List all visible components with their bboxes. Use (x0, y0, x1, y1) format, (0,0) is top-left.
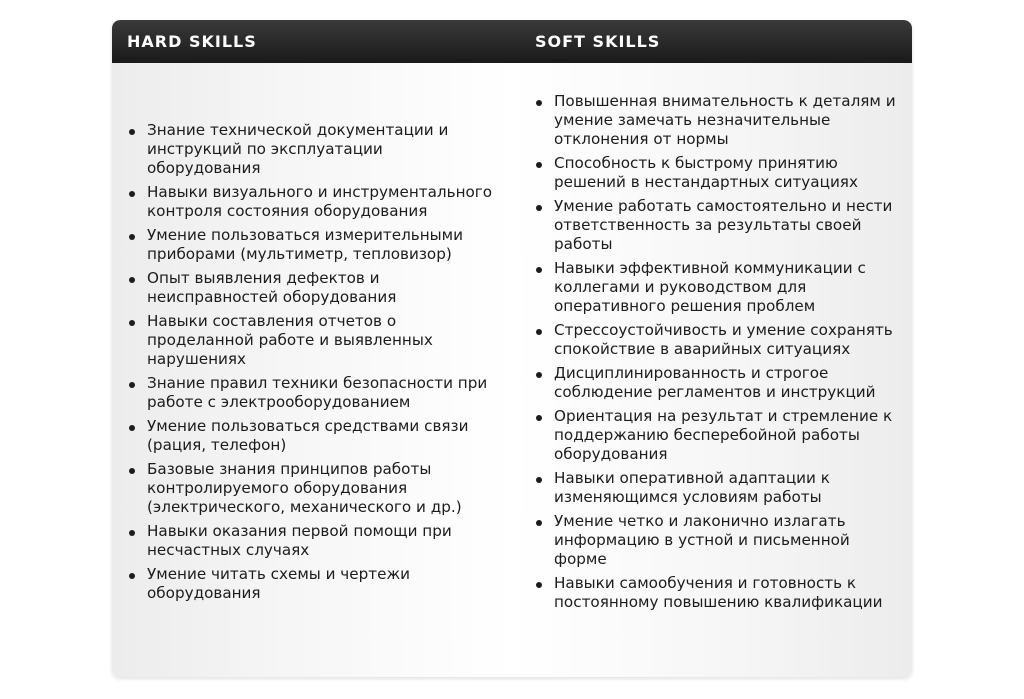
bullet-icon (536, 205, 542, 211)
list-item-text: Навыки оперативной адаптации к изменяющимся условиям работы (554, 469, 830, 506)
list-item (129, 522, 497, 560)
bullet-icon (536, 520, 542, 526)
list-item (536, 154, 906, 192)
list-item (536, 321, 906, 359)
bullet-icon (536, 100, 542, 106)
list-item (129, 269, 497, 307)
hard-skills-heading: HARD SKILLS (127, 32, 257, 51)
bullet-icon (536, 267, 542, 273)
bullet-icon (129, 129, 135, 135)
list-item-text: Способность к быстрому принятию решений в нестандартных ситуациях (554, 154, 858, 191)
bullet-icon (129, 382, 135, 388)
bullet-icon (129, 425, 135, 431)
list-item (129, 226, 497, 264)
list-item-text: Базовые знания принципов работы контролируемого оборудования (электрического, механического и др.) (147, 460, 462, 516)
list-item (536, 407, 906, 464)
bullet-icon (129, 573, 135, 579)
list-item-text: Повышенная внимательность к деталям и умение замечать незначительные отклонения от нормы (554, 92, 896, 148)
list-item-text: Знание правил техники безопасности при работе с электрооборудованием (147, 374, 488, 411)
list-item (536, 259, 906, 316)
list-item (536, 469, 906, 507)
bullet-icon (129, 234, 135, 240)
bullet-icon (536, 582, 542, 588)
list-item-text: Опыт выявления дефектов и неисправностей оборудования (147, 269, 397, 306)
bullet-icon (129, 468, 135, 474)
list-item-text: Навыки самообучения и готовность к постоянному повышению квалификации (554, 574, 883, 611)
soft-skills-heading: SOFT SKILLS (535, 32, 661, 51)
list-item-text: Ориентация на результат и стремление к поддержанию бесперебойной работы оборудования (554, 407, 893, 463)
list-item-text: Умение читать схемы и чертежи оборудования (147, 565, 411, 602)
list-item (129, 417, 497, 455)
list-item (536, 512, 906, 569)
hard-skills-list (129, 121, 497, 608)
list-item-text: Умение четко и лаконично излагать информацию в устной и письменной форме (554, 512, 850, 568)
list-item (536, 364, 906, 402)
list-item-text: Навыки составления отчетов о проделанной работе и выявленных нарушениях (147, 312, 433, 368)
bullet-icon (536, 477, 542, 483)
list-item-text: Дисциплинированность и строгое соблюдение регламентов и инструкций (554, 364, 876, 401)
list-item (129, 374, 497, 412)
bullet-icon (536, 372, 542, 378)
list-item-text: Стрессоустойчивость и умение сохранять спокойствие в аварийных ситуациях (554, 321, 893, 358)
bullet-icon (129, 530, 135, 536)
table-header (112, 20, 912, 63)
list-item (129, 312, 497, 369)
bullet-icon (129, 191, 135, 197)
list-item (129, 183, 497, 221)
bullet-icon (536, 415, 542, 421)
list-item-text: Умение работать самостоятельно и нести ответственность за результаты своей работы (554, 197, 893, 253)
list-item (129, 460, 497, 517)
list-item-text: Навыки оказания первой помощи при несчастных случаях (147, 522, 452, 559)
list-item (536, 574, 906, 612)
list-item (536, 92, 906, 149)
list-item (129, 565, 497, 603)
bullet-icon (536, 329, 542, 335)
bullet-icon (536, 162, 542, 168)
list-item-text: Знание технической документации и инструкций по эксплуатации оборудования (147, 121, 449, 177)
bullet-icon (129, 277, 135, 283)
list-item-text: Навыки визуального и инструментального контроля состояния оборудования (147, 183, 493, 220)
list-item-text: Умение пользоваться средствами связи (рация, телефон) (147, 417, 469, 454)
list-item-text: Навыки эффективной коммуникации с коллегами и руководством для оперативного решения проблем (554, 259, 866, 315)
list-item (129, 121, 497, 178)
skills-card (112, 20, 912, 677)
soft-skills-list (536, 92, 906, 617)
list-item-text: Умение пользоваться измерительными приборами (мультиметр, тепловизор) (147, 226, 464, 263)
list-item (536, 197, 906, 254)
bullet-icon (129, 320, 135, 326)
